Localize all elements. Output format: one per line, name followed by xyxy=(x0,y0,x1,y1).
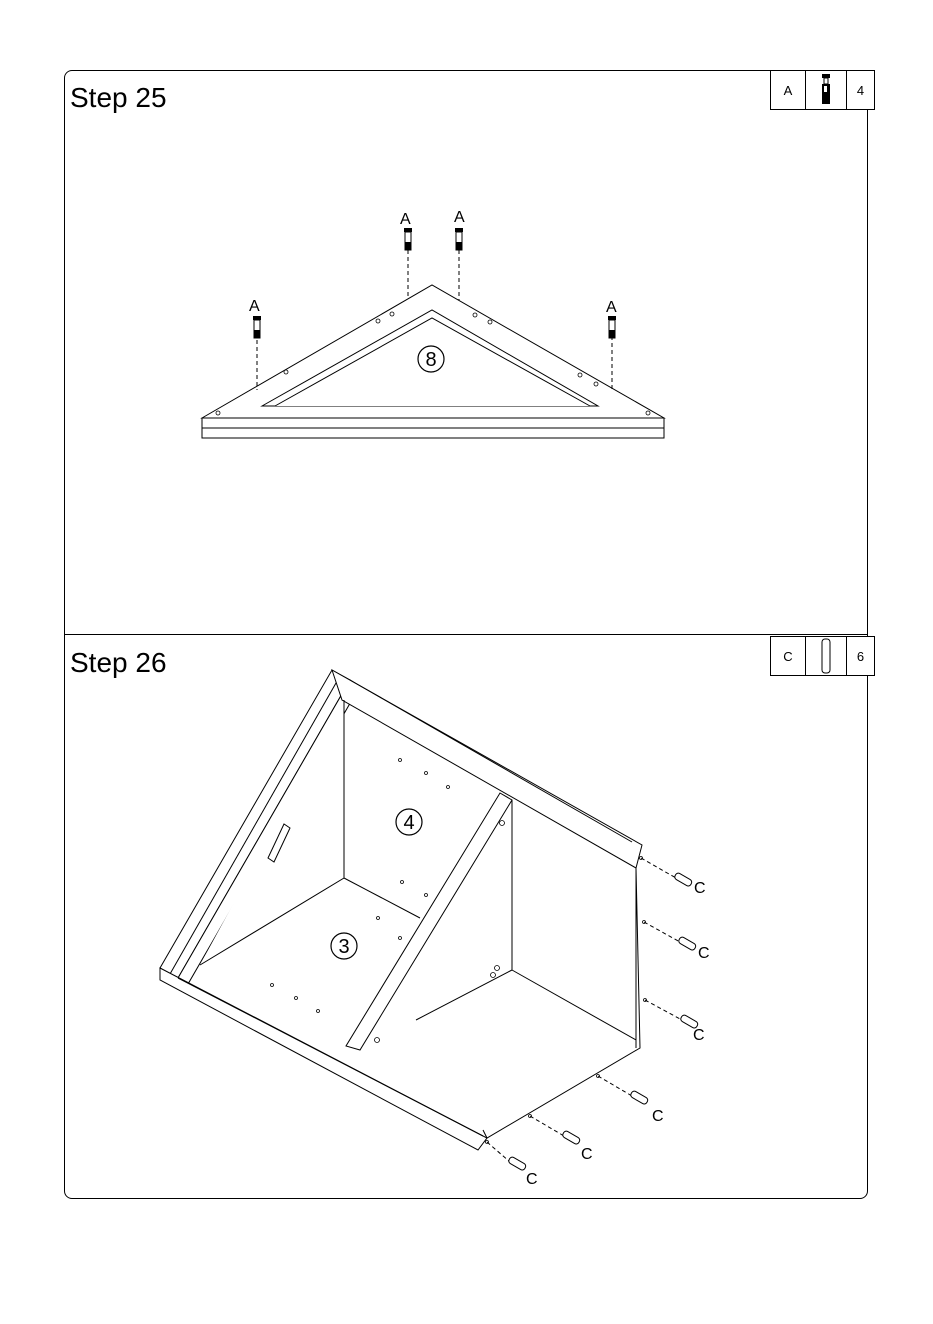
callout-label: A xyxy=(400,211,411,228)
callout-label: C xyxy=(581,1146,593,1163)
wooden-dowel-icon xyxy=(674,872,693,887)
part-number: 8 xyxy=(425,349,437,371)
wooden-dowel-icon xyxy=(508,1156,527,1171)
wooden-dowel-icon xyxy=(562,1130,581,1145)
hardware-quantity: 6 xyxy=(856,648,865,664)
callout-label: C xyxy=(652,1108,664,1125)
hardware-quantity: 4 xyxy=(856,82,865,98)
callout-label: C xyxy=(698,945,710,962)
callout-label: A xyxy=(249,298,260,315)
callout-label: A xyxy=(606,299,617,316)
callout-label: C xyxy=(693,1027,705,1044)
step-25-title: Step 25 xyxy=(70,82,167,113)
part-number: 3 xyxy=(338,936,350,958)
hardware-letter: C xyxy=(771,637,806,675)
wooden-dowel-icon xyxy=(630,1090,649,1105)
callout-label: C xyxy=(694,880,706,897)
hardware-letter: A xyxy=(771,71,806,109)
part-number: 4 xyxy=(403,812,415,834)
callout-label: C xyxy=(526,1171,538,1188)
step-26-title: Step 26 xyxy=(70,647,167,678)
wooden-dowel-icon xyxy=(678,936,697,951)
callout-label: A xyxy=(454,209,465,226)
